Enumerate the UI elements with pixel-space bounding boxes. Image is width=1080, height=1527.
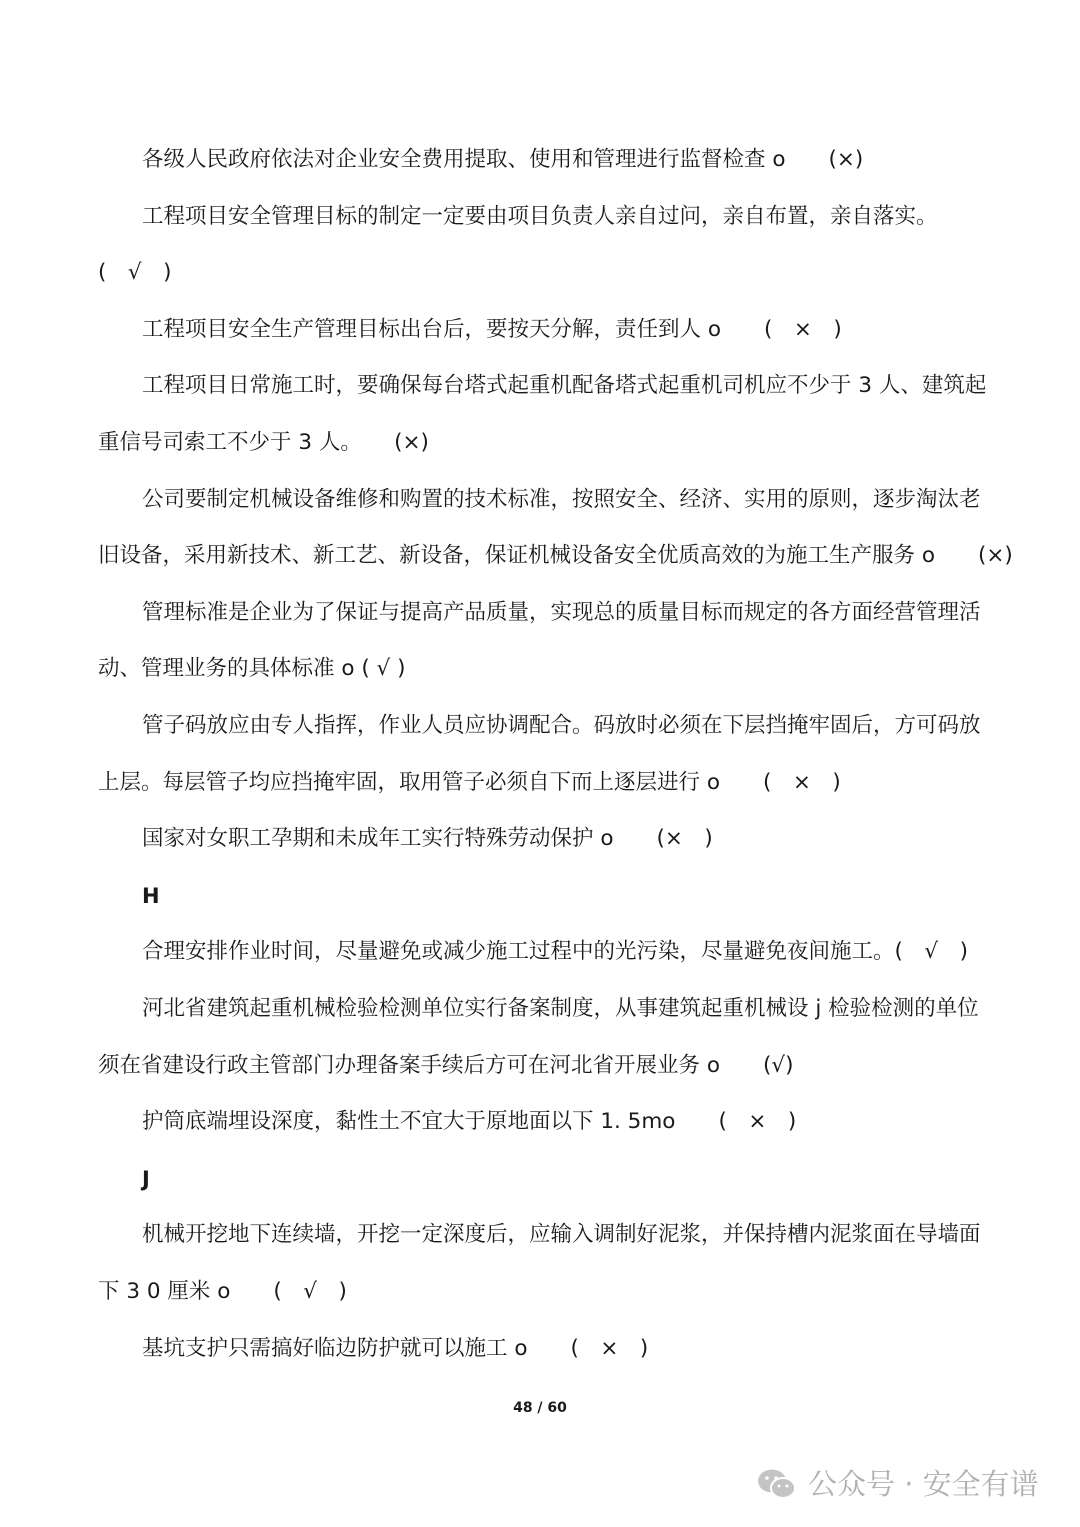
section-heading: H [142,884,160,908]
text-line: 旧设备，采用新技术、新工艺、新设备，保证机械设备安全优质高效的为施工生产服务 o (×) [98,543,1013,568]
text-line: 河北省建筑起重机械检验检测单位实行备案制度，从事建筑起重机械设 j 检验检测的单位 [142,996,979,1021]
text-line: 各级人民政府依法对企业安全费用提取、使用和管理进行监督检查 o (×) [142,147,864,172]
text-line: 须在省建设行政主管部门办理备案手续后方可在河北省开展业务 o (√) [98,1053,794,1078]
text-line: 合理安排作业时间，尽量避免或减少施工过程中的光污染，尽量避免夜间施工。( √ ) [142,939,968,964]
text-line: 机械开挖地下连续墙，开挖一定深度后，应输入调制好泥浆，并保持槽内泥浆面在导墙面 [142,1222,981,1247]
watermark-text: 公众号 · 安全有谱 [808,1467,1039,1501]
section-heading: J [142,1167,150,1191]
text-line: 公司要制定机械设备维修和购置的技术标准，按照安全、经济、实用的原则，逐步淘汰老 [142,487,981,512]
text-line: 工程项目安全管理目标的制定一定要由项目负责人亲自过问，亲自布置，亲自落实。 [142,204,938,229]
text-line: 护筒底端埋设深度，黏性土不宜大于原地面以下 1. 5mo ( × ) [142,1109,797,1134]
text-line: ( √ ) [98,260,172,285]
text-line: 基坑支护只需搞好临边防护就可以施工 o ( × ) [142,1336,649,1361]
watermark [756,1462,1039,1506]
text-line: 管子码放应由专人指挥，作业人员应协调配合。码放时必须在下层挡掩牢固后，方可码放 [142,713,981,738]
text-line: 管理标准是企业为了保证与提高产品质量，实现总的质量目标而规定的各方面经营管理活 [142,600,981,625]
text-line: 重信号司索工不少于 3 人。 (×) [98,430,429,455]
text-line: 工程项目安全生产管理目标出台后，要按天分解，责任到人 o ( × ) [142,317,842,342]
wechat-icon [756,1466,798,1502]
text-line: 下 3 0 厘米 o ( √ ) [98,1279,347,1304]
text-line: 工程项目日常施工时，要确保每台塔式起重机配备塔式起重机司机应不少于 3 人、建筑起 [142,373,987,398]
text-line: 动、管理业务的具体标准 o ( √ ) [98,656,406,681]
text-line: 国家对女职工孕期和未成年工实行特殊劳动保护 o (× ) [142,826,713,851]
page-number: 48 / 60 [513,1400,567,1416]
text-line: 上层。每层管子均应挡掩牢固，取用管子必须自下而上逐层进行 o ( × ) [98,770,841,795]
